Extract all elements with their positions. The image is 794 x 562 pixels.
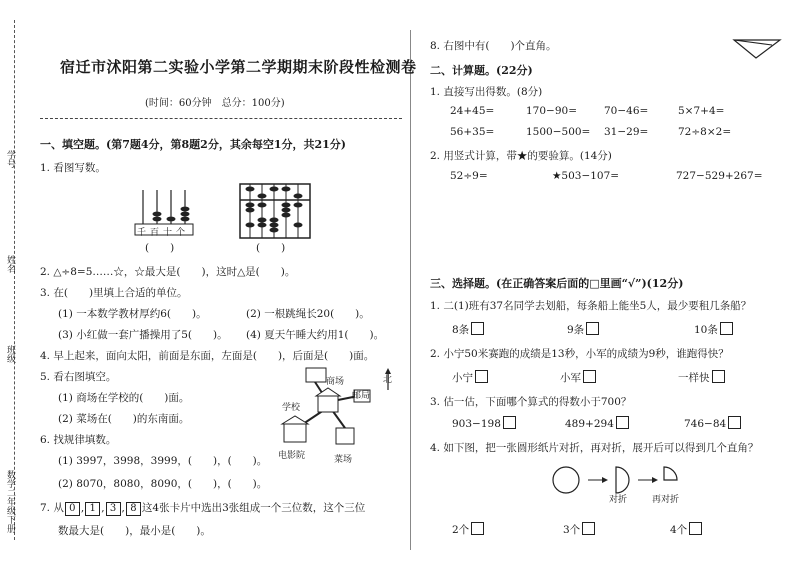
binding-dashed-line (14, 20, 15, 540)
question-4: 4. 早上起来，面向太阳，前面是东面，左面是( )，后面是( )面。 (40, 350, 375, 362)
choice-question-1: 1. 二(1)班有37名同学去划船，每条船上能坐5人，最少要租几条船？ (430, 300, 752, 312)
vertical-calc-item: 727−529+267= (676, 170, 763, 182)
calc-question-1: 1. 直接写出得数。(8分) (430, 86, 543, 98)
choice-option-label: 小宁 (452, 372, 473, 384)
page-divider (410, 30, 411, 550)
calc-item: 170−90= (526, 105, 577, 117)
question-5-2: (2) 菜场在( )的东南面。 (58, 413, 190, 425)
question-5-1: (1) 商场在学校的( )面。 (58, 392, 190, 404)
question-3-2: (2) 一根跳绳长20( )。 (246, 308, 370, 320)
abacus-1-blank: ( ) (145, 242, 175, 254)
answer-box[interactable] (503, 416, 516, 429)
vertical-calc-item: 52÷9= (450, 170, 488, 182)
question-2: 2. △÷8=5……☆，☆最大是( )，这时△是( )。 (40, 266, 296, 278)
choice-option[interactable] (694, 322, 733, 337)
vertical-calc-item: ★503−107= (552, 170, 620, 182)
question-3-1: (1) 一本数学教材厚约6( )。 (58, 308, 207, 320)
question-3-3: (3) 小红做一套广播操用了5( )。 (58, 329, 228, 341)
choice-option[interactable] (565, 416, 629, 430)
question-7-body: 这4张卡片中选出3张组成一个三位数，这个三位 (141, 502, 366, 514)
answer-box[interactable] (471, 522, 484, 535)
choice-option-label: 3个 (563, 524, 581, 536)
choice-option[interactable] (567, 322, 599, 337)
answer-box[interactable] (582, 522, 595, 535)
page-title: 宿迁市沭阳第二实验小学第二学期期末阶段性检测卷 (60, 58, 417, 76)
fold-label-once: 对折 (609, 495, 628, 505)
question-7: 7. 从 0 , 1 , 3 , 8 这4张卡片中选出3张组成一个三位数，这个三位 (40, 502, 366, 514)
choice-option[interactable] (452, 322, 484, 337)
choice-option-label: 9条 (567, 324, 585, 336)
choice-option[interactable] (684, 416, 741, 430)
page-subtitle: (时间：60分钟 总分：100分) (145, 98, 285, 109)
calc-item: 31−29= (604, 126, 649, 138)
map-label-school: 学校 (282, 403, 301, 413)
section-calculation: 二、计算题。(22分) (430, 64, 533, 77)
binding-field-id: 学号 (5, 150, 15, 168)
binding-field-name: 姓名 (5, 255, 15, 273)
choice-option[interactable] (452, 370, 488, 385)
choice-option-label: 10条 (694, 324, 718, 336)
calc-item: 70−46= (604, 105, 649, 117)
triangle-figure (732, 36, 782, 60)
map-label-mall: 商场 (326, 377, 345, 387)
choice-option-label: 4个 (670, 524, 688, 536)
map-label-post: 邮局 (352, 391, 371, 401)
question-8: 8. 右图中有( )个直角。 (430, 40, 557, 52)
calc-item: 5×7+4= (678, 105, 725, 117)
answer-box[interactable] (583, 370, 596, 383)
header-rule (40, 118, 402, 119)
calc-item: 72÷8×2= (678, 126, 732, 138)
question-1: 1. 看图写数。 (40, 162, 106, 174)
choice-option-label: 746−84 (684, 418, 727, 430)
answer-box[interactable] (586, 322, 599, 335)
choice-option[interactable] (560, 370, 596, 385)
choice-option-label: 2个 (452, 524, 470, 536)
answer-box[interactable] (475, 370, 488, 383)
choice-option[interactable] (452, 416, 516, 430)
answer-box[interactable] (689, 522, 702, 535)
digit-card: 3 (106, 502, 121, 516)
binding-field-class: 班级 (5, 345, 15, 363)
binding-bottom-label: 数学二年级下册 (5, 470, 15, 533)
choice-option[interactable] (678, 370, 725, 385)
calc-question-2: 2. 用竖式计算，带★的要验算。(14分) (430, 150, 612, 162)
choice-question-3: 3. 估一估，下面哪个算式的得数小于700？ (430, 396, 632, 408)
map-label-cinema: 电影院 (278, 451, 306, 461)
choice-option-label: 903−198 (452, 418, 501, 430)
choice-option-label: 小军 (560, 372, 581, 384)
choice-option[interactable] (452, 522, 484, 537)
question-3-4: (4) 夏天午睡大约用1( )。 (246, 329, 385, 341)
calc-item: 56+35= (450, 126, 495, 138)
digit-card: 1 (85, 502, 100, 516)
question-7-line2: 数最大是( )，最小是( )。 (58, 525, 211, 537)
abacus-1-place-labels: 千百十个 (137, 228, 190, 238)
choice-question-2: 2. 小宁50米赛跑的成绩是13秒，小军的成绩为9秒，谁跑得快？ (430, 348, 729, 360)
calc-item: 24+45= (450, 105, 495, 117)
question-6-1: (1) 3997，3998，3999，( )，( )。 (58, 455, 268, 467)
question-7-prefix: 7. 从 (40, 502, 64, 514)
map-label-market: 菜场 (334, 455, 353, 465)
calc-item: 1500−500= (526, 126, 591, 138)
digit-card: 0 (65, 502, 80, 516)
answer-box[interactable] (720, 322, 733, 335)
abacus-2 (238, 182, 312, 240)
question-6-2: (2) 8070，8080，8090，( )，( )。 (58, 478, 268, 490)
question-6: 6. 找规律填数。 (40, 434, 117, 446)
choice-option[interactable] (563, 522, 595, 537)
question-5: 5. 看右图填空。 (40, 371, 117, 383)
answer-box[interactable] (712, 370, 725, 383)
answer-box[interactable] (728, 416, 741, 429)
answer-box[interactable] (471, 322, 484, 335)
digit-card: 8 (126, 502, 141, 516)
fold-label-twice: 再对折 (652, 495, 680, 505)
answer-box[interactable] (616, 416, 629, 429)
section-choice: 三、选择题。(在正确答案后面的□里画“√”)(12分) (430, 277, 684, 290)
choice-question-4: 4. 如下图，把一张圆形纸片对折，再对折，展开后可以得到几个直角？ (430, 442, 759, 454)
choice-option-label: 489+294 (565, 418, 614, 430)
choice-option-label: 一样快 (678, 372, 710, 384)
choice-option[interactable] (670, 522, 702, 537)
binding-margin (0, 0, 32, 562)
choice-option-label: 8条 (452, 324, 470, 336)
section-fill-in: 一、填空题。(第7题4分，第8题2分，其余每空1分，共21分) (40, 138, 346, 151)
map-label-north: 北 (383, 375, 393, 385)
question-3: 3. 在( )里填上合适的单位。 (40, 287, 188, 299)
abacus-2-blank: ( ) (256, 242, 286, 254)
